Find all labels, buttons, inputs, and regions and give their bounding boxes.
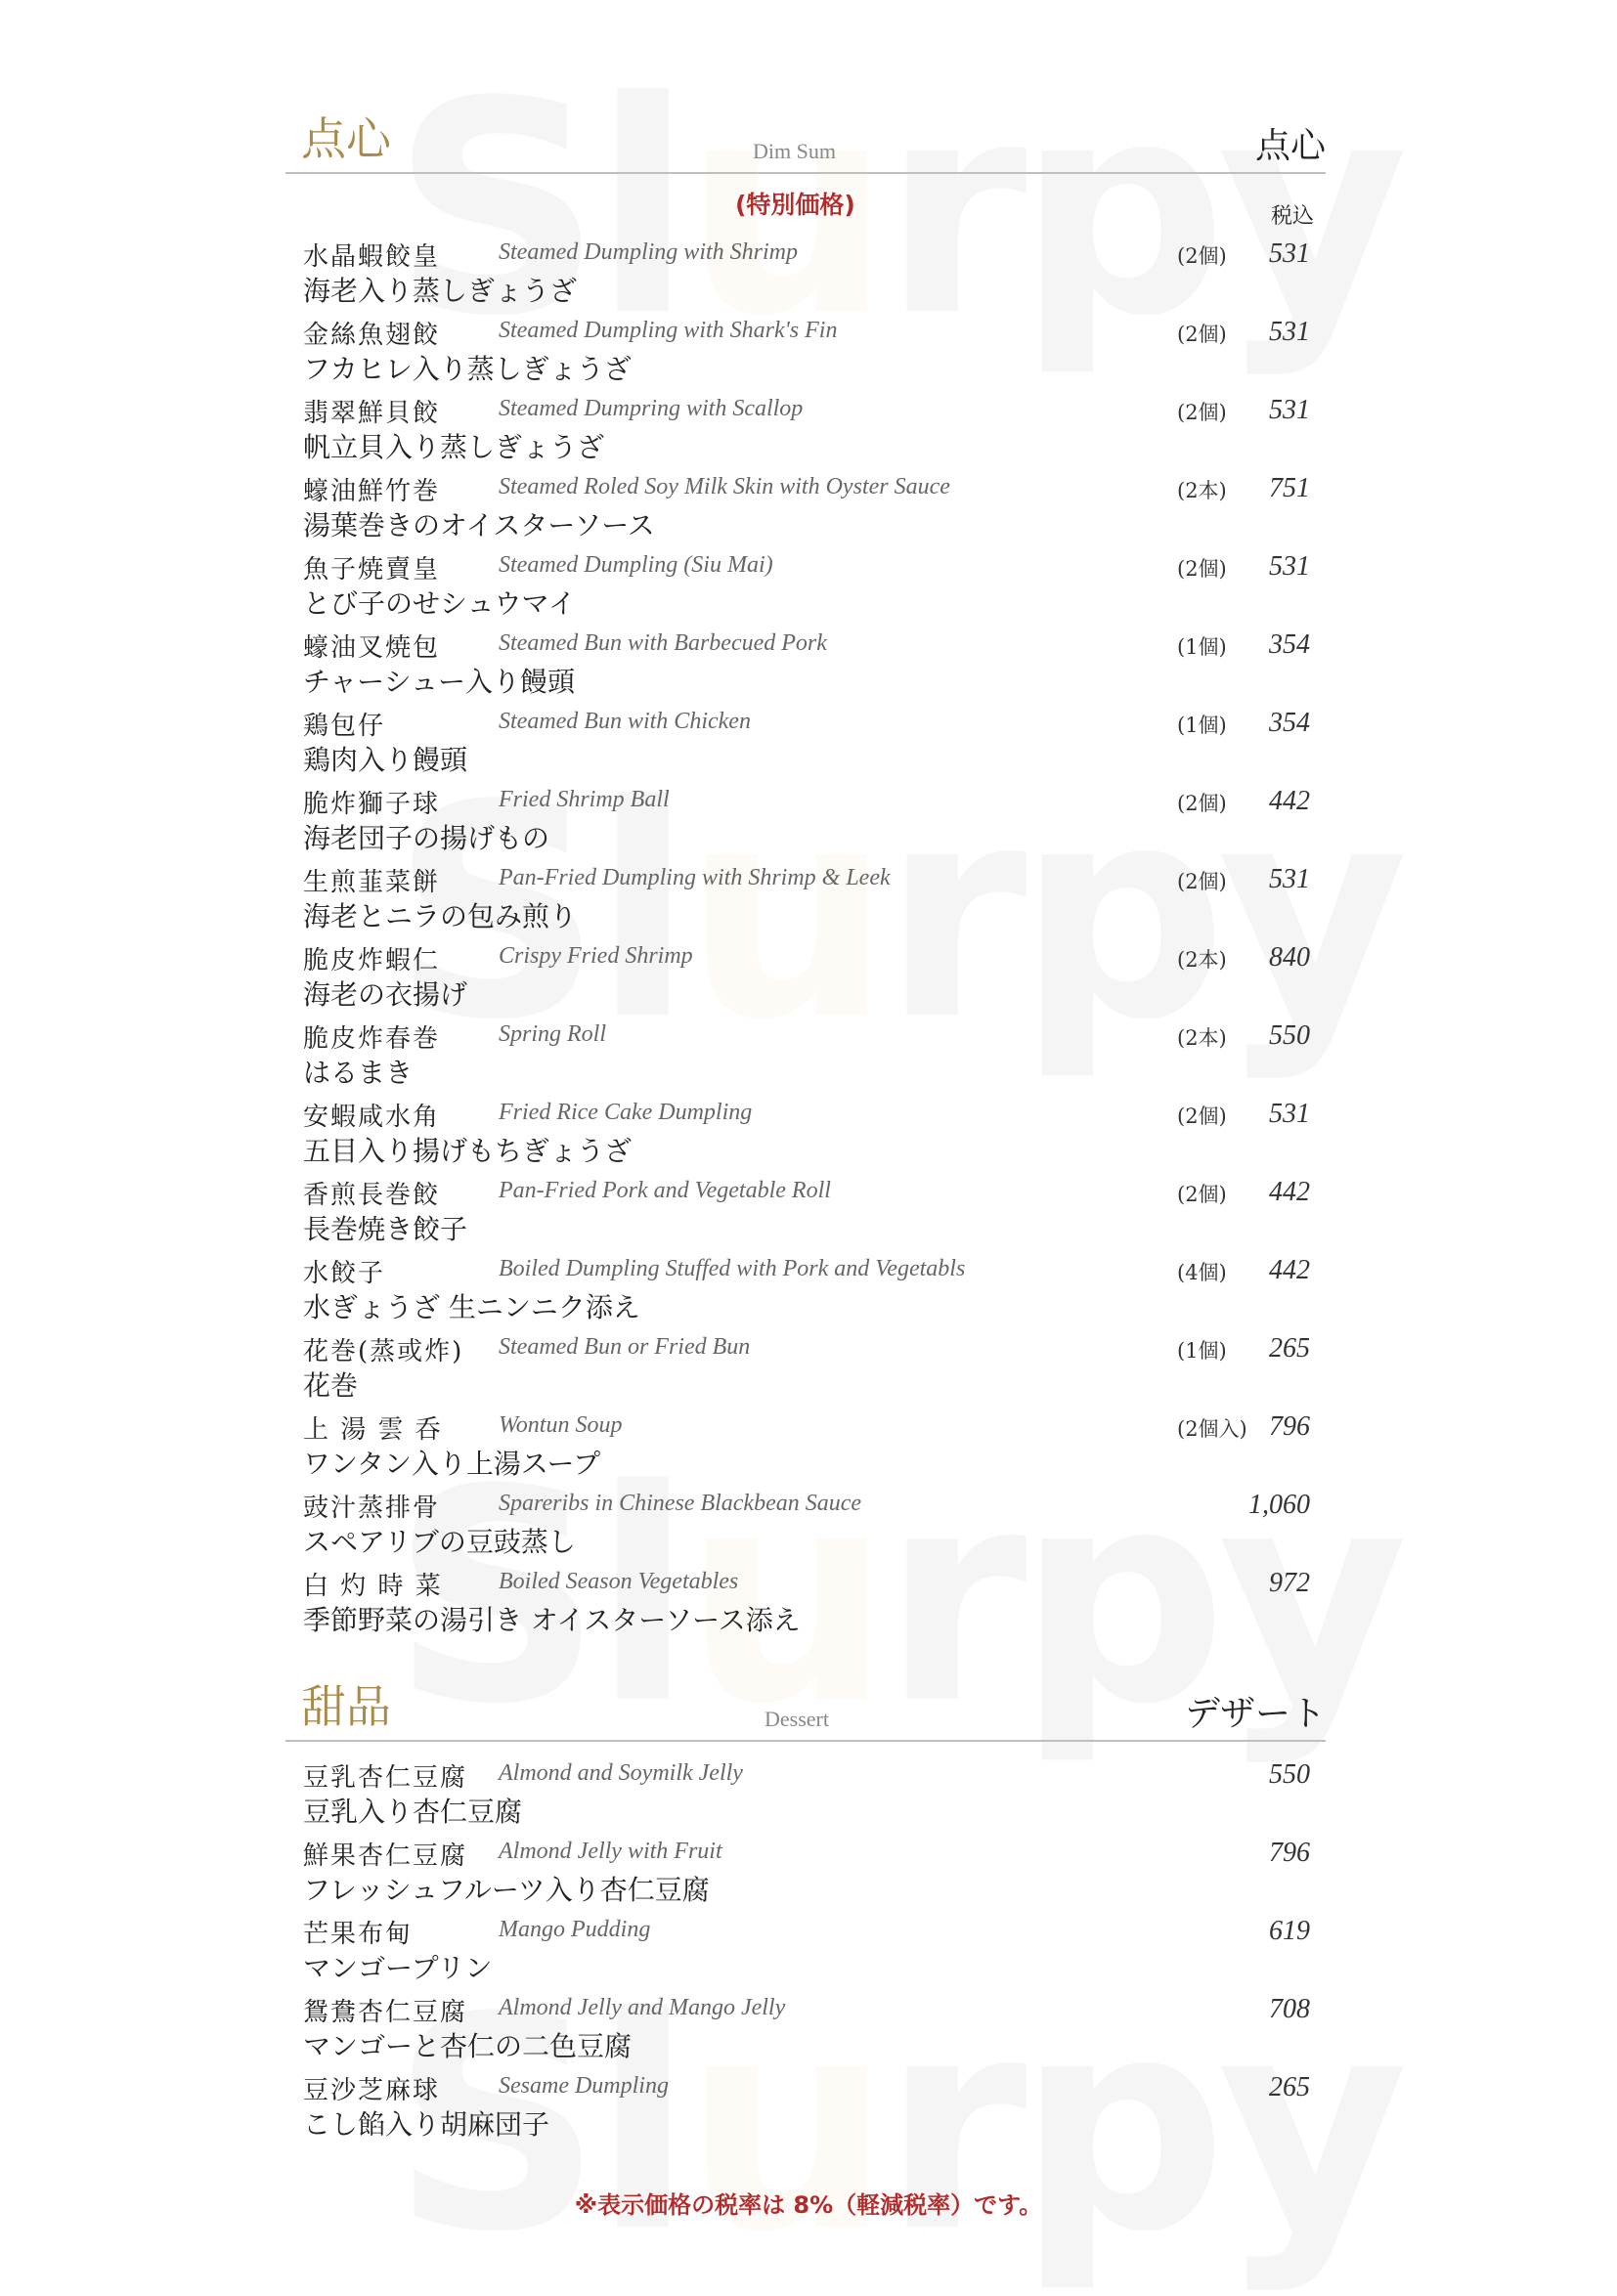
- item-name-japanese: 豆乳入り杏仁豆腐: [303, 1796, 523, 1828]
- section-title-japanese: デザート: [1184, 1694, 1326, 1734]
- item-price: 442: [1269, 1177, 1310, 1207]
- item-name-chinese: 香煎長巻餃: [303, 1181, 441, 1210]
- item-name-chinese: 鶏包仔: [303, 712, 386, 741]
- tax-rate-footnote: ※表示価格の税率は 8%（軽減税率）です。: [574, 2191, 1043, 2219]
- menu-item: [303, 706, 1320, 782]
- menu-item: [303, 237, 1320, 313]
- item-name-chinese: 鮮果杏仁豆腐: [303, 1841, 468, 1871]
- item-quantity: (1個): [1177, 635, 1227, 659]
- section-title-japanese: 点心: [1254, 126, 1326, 166]
- section-title-chinese: 甜品: [301, 1680, 391, 1733]
- item-price: 442: [1269, 1255, 1310, 1285]
- item-quantity: (2個): [1177, 401, 1227, 424]
- item-name-english: Fried Shrimp Ball: [499, 787, 670, 812]
- item-name-english: Steamed Dumpring with Scallop: [499, 396, 804, 421]
- item-name-chinese: 花巻(蒸或炸): [303, 1337, 464, 1366]
- item-price: 796: [1269, 1411, 1310, 1442]
- item-name-japanese: マンゴープリン: [303, 1952, 493, 1984]
- item-price: 840: [1269, 942, 1310, 973]
- menu-item: [303, 315, 1320, 391]
- item-name-english: Boiled Dumpling Stuffed with Pork and Vegetabls: [499, 1256, 966, 1281]
- item-name-chinese: 鴛鴦杏仁豆腐: [303, 1998, 468, 2027]
- item-name-chinese: 水餃子: [303, 1259, 386, 1288]
- item-price: 531: [1269, 1099, 1310, 1129]
- item-name-japanese: スペアリブの豆豉蒸し: [303, 1526, 576, 1558]
- item-name-english: Boiled Season Vegetables: [499, 1569, 739, 1594]
- dessert-section-header: [285, 1662, 1326, 1742]
- item-quantity: (2個): [1177, 1183, 1227, 1206]
- item-name-japanese: 海老団子の揚げもの: [303, 822, 550, 854]
- menu-item: [303, 1331, 1320, 1408]
- menu-item: [303, 1175, 1320, 1251]
- menu-item: [303, 549, 1320, 626]
- menu-item: [303, 1018, 1320, 1095]
- section-title-chinese: 点心: [301, 112, 391, 165]
- item-name-english: Mango Pudding: [499, 1917, 651, 1942]
- menu-item: [303, 471, 1320, 547]
- item-price: 708: [1269, 1994, 1310, 2024]
- item-name-english: Steamed Roled Soy Milk Skin with Oyster Sauce: [499, 474, 950, 499]
- item-quantity: (2本): [1177, 948, 1227, 972]
- section-title-english: Dessert: [765, 1707, 829, 1731]
- item-name-english: Pan-Fried Dumpling with Shrimp & Leek: [499, 865, 891, 890]
- item-name-japanese: 五目入り揚げもちぎょうざ: [303, 1135, 633, 1167]
- item-name-japanese: 海老の衣揚げ: [303, 978, 468, 1011]
- menu-item: [303, 393, 1320, 469]
- item-name-chinese: 豆沙芝麻球: [303, 2076, 441, 2105]
- item-name-japanese: フカヒレ入り蒸しぎょうざ: [303, 353, 632, 385]
- item-quantity: (2個): [1177, 870, 1227, 893]
- dim-sum-section-header: [285, 94, 1326, 174]
- item-name-japanese: とび子のせシュウマイ: [303, 587, 576, 620]
- item-name-japanese: フレッシュフルーツ入り杏仁豆腐: [303, 1874, 710, 1906]
- item-price: 796: [1269, 1838, 1310, 1868]
- item-name-chinese: 水晶蝦餃皇: [303, 242, 441, 272]
- item-quantity: (2個): [1177, 1105, 1227, 1128]
- item-quantity: (2個): [1177, 792, 1227, 815]
- item-quantity: (1個): [1177, 1339, 1227, 1363]
- item-price: 442: [1269, 786, 1310, 816]
- menu-item: [303, 1836, 1320, 1912]
- item-quantity: (1個): [1177, 714, 1227, 737]
- menu-item: [303, 1566, 1320, 1642]
- item-price: 619: [1269, 1916, 1310, 1946]
- item-name-japanese: マンゴーと杏仁の二色豆腐: [303, 2030, 633, 2062]
- item-name-english: Steamed Bun or Fried Bun: [499, 1334, 751, 1360]
- item-name-japanese: はるまき: [303, 1057, 414, 1089]
- item-name-english: Almond and Soymilk Jelly: [499, 1760, 743, 1786]
- item-name-english: Spring Roll: [499, 1021, 607, 1047]
- item-price: 531: [1269, 395, 1310, 425]
- item-name-japanese: チャーシュー入り饅頭: [303, 666, 576, 698]
- item-name-chinese: 翡翠鮮貝餃: [303, 399, 441, 428]
- item-name-japanese: こし餡入り胡麻団子: [303, 2108, 550, 2141]
- item-name-chinese: 芒果布甸: [303, 1920, 414, 1949]
- item-price: 531: [1269, 238, 1310, 269]
- item-price: 550: [1269, 1759, 1310, 1790]
- item-name-english: Almond Jelly with Fruit: [499, 1839, 722, 1864]
- menu-item: [303, 862, 1320, 938]
- item-name-japanese: 長巻焼き餃子: [303, 1213, 468, 1245]
- item-quantity: (2個入): [1177, 1417, 1247, 1441]
- item-name-chinese: 魚子焼賣皇: [303, 555, 441, 585]
- item-name-japanese: ワンタン入り上湯スープ: [303, 1448, 601, 1480]
- item-quantity: (4個): [1177, 1261, 1227, 1284]
- section-title-english: Dim Sum: [753, 139, 836, 163]
- item-name-english: Steamed Dumpling with Shrimp: [499, 239, 798, 265]
- item-name-japanese: 鶏肉入り饅頭: [303, 744, 468, 776]
- item-quantity: (2個): [1177, 557, 1227, 581]
- item-name-japanese: 水ぎょうざ 生ニンニク添え: [303, 1291, 640, 1323]
- item-price: 265: [1269, 2072, 1310, 2102]
- item-quantity: (2個): [1177, 323, 1227, 346]
- menu-item: [303, 1253, 1320, 1329]
- item-name-japanese: 湯葉巻きのオイスターソース: [303, 509, 655, 542]
- item-name-english: Steamed Dumpling with Shark's Fin: [499, 318, 838, 343]
- item-price: 550: [1269, 1020, 1310, 1051]
- menu-item: [303, 784, 1320, 860]
- tax-included-label: 税込: [1271, 204, 1315, 229]
- menu-item: [303, 2070, 1320, 2146]
- menu-item: [303, 1914, 1320, 1990]
- menu-item: [303, 1097, 1320, 1173]
- item-price: 531: [1269, 551, 1310, 582]
- item-name-english: Fried Rice Cake Dumpling: [499, 1100, 753, 1125]
- item-name-chinese: 豉汁蒸排骨: [303, 1494, 441, 1523]
- menu-item: [303, 1992, 1320, 2068]
- item-name-japanese: 花巻: [303, 1369, 359, 1402]
- item-name-chinese: 上 湯 雲 呑: [303, 1415, 443, 1445]
- menu-item: [303, 940, 1320, 1017]
- item-name-chinese: 白 灼 時 菜: [303, 1572, 443, 1601]
- item-name-chinese: 脆炸獅子球: [303, 790, 441, 819]
- item-price: 751: [1269, 473, 1310, 503]
- menu-item: [303, 628, 1320, 704]
- item-name-english: Steamed Bun with Chicken: [499, 709, 751, 734]
- menu-item: [303, 1757, 1320, 1834]
- menu-item: [303, 1409, 1320, 1486]
- item-name-english: Steamed Dumpling (Siu Mai): [499, 552, 773, 578]
- item-name-english: Almond Jelly and Mango Jelly: [499, 1995, 786, 2020]
- menu-item: [303, 1488, 1320, 1564]
- item-quantity: (2本): [1177, 479, 1227, 502]
- item-price: 531: [1269, 864, 1310, 894]
- item-name-chinese: 脆皮炸蝦仁: [303, 946, 441, 975]
- item-quantity: (2本): [1177, 1026, 1227, 1050]
- item-price: 354: [1269, 629, 1310, 660]
- item-price: 531: [1269, 317, 1310, 347]
- item-name-chinese: 安蝦咸水角: [303, 1103, 441, 1132]
- item-name-english: Spareribs in Chinese Blackbean Sauce: [499, 1491, 862, 1516]
- item-price: 972: [1269, 1568, 1310, 1598]
- item-name-chinese: 蠔油叉焼包: [303, 633, 441, 663]
- item-price: 1,060: [1248, 1490, 1310, 1520]
- special-price-note: (特別価格): [735, 191, 855, 219]
- item-name-english: Wontun Soup: [499, 1412, 623, 1438]
- item-name-english: Steamed Bun with Barbecued Pork: [499, 630, 827, 656]
- item-name-english: Pan-Fried Pork and Vegetable Roll: [499, 1178, 831, 1203]
- item-name-japanese: 季節野菜の湯引き オイスターソース添え: [303, 1604, 801, 1636]
- item-name-chinese: 脆皮炸春巻: [303, 1024, 441, 1054]
- item-name-japanese: 海老入り蒸しぎょうざ: [303, 275, 578, 307]
- item-name-chinese: 金絲魚翅餃: [303, 321, 441, 350]
- item-price: 265: [1269, 1333, 1310, 1364]
- item-name-japanese: 海老とニラの包み煎り: [303, 900, 578, 932]
- item-name-chinese: 蠔油鮮竹巻: [303, 477, 441, 506]
- item-name-chinese: 生煎韮菜餅: [303, 868, 441, 897]
- item-name-japanese: 帆立貝入り蒸しぎょうざ: [303, 431, 605, 463]
- item-quantity: (2個): [1177, 244, 1227, 268]
- item-name-english: Crispy Fried Shrimp: [499, 943, 693, 969]
- item-price: 354: [1269, 708, 1310, 738]
- item-name-chinese: 豆乳杏仁豆腐: [303, 1763, 468, 1793]
- item-name-english: Sesame Dumpling: [499, 2073, 669, 2099]
